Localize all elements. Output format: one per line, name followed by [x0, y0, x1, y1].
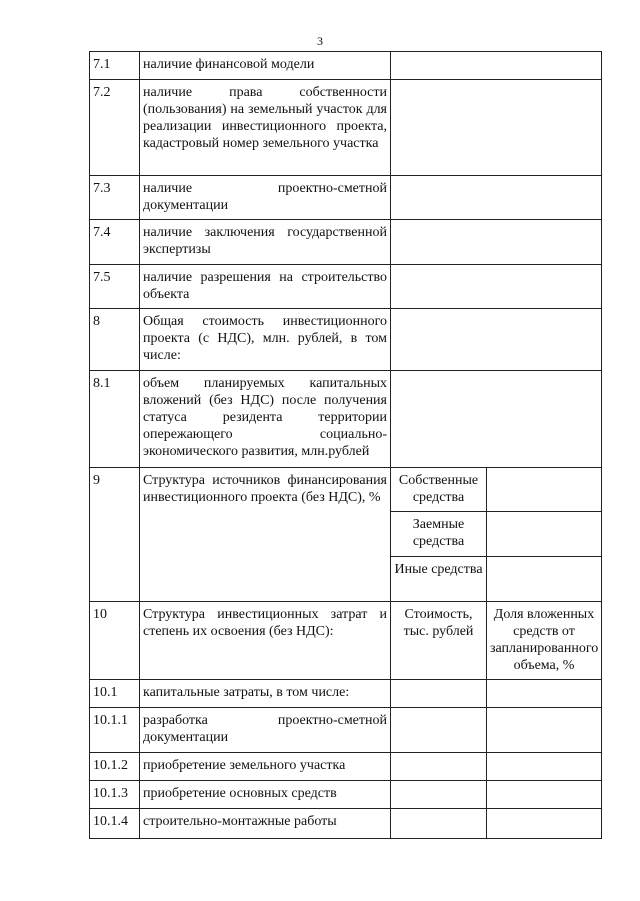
row-number: 7.2 — [90, 80, 140, 176]
row-number: 8 — [90, 309, 140, 371]
value-cell[interactable] — [391, 781, 487, 809]
value-cell[interactable] — [487, 708, 602, 753]
page-number: 3 — [317, 34, 323, 48]
value-cell[interactable] — [391, 708, 487, 753]
row-description: разработка проектно-сметной документации — [140, 708, 391, 753]
row-number: 7.4 — [90, 220, 140, 265]
row-description: приобретение земельного участка — [140, 753, 391, 781]
table-row — [90, 708, 602, 753]
value-cell[interactable] — [487, 468, 602, 512]
row-description: капитальные затраты, в том числе: — [140, 680, 391, 708]
table-row — [90, 52, 602, 80]
value-cell[interactable] — [391, 265, 602, 309]
row-description: наличие финансовой модели — [140, 52, 391, 80]
row-number: 9 — [90, 468, 140, 602]
application-form-table — [89, 51, 602, 839]
table-row — [90, 176, 602, 220]
value-cell[interactable] — [487, 512, 602, 557]
value-cell[interactable] — [391, 753, 487, 781]
value-cell[interactable] — [391, 809, 487, 839]
value-cell[interactable] — [391, 680, 487, 708]
value-cell[interactable] — [391, 80, 602, 176]
table-row — [90, 680, 602, 708]
row-number: 7.3 — [90, 176, 140, 220]
value-cell[interactable] — [487, 781, 602, 809]
funding-source-other: Иные средства — [391, 557, 487, 602]
share-column-header: Доля вложенных средств от запланированного объема, % — [487, 602, 602, 680]
row-number: 8.1 — [90, 371, 140, 468]
row-number: 7.1 — [90, 52, 140, 80]
row-description: наличие заключения государственной экспертизы — [140, 220, 391, 265]
value-cell[interactable] — [391, 176, 602, 220]
row-number: 10.1 — [90, 680, 140, 708]
table-row — [90, 809, 602, 839]
row-number: 10.1.3 — [90, 781, 140, 809]
table-row — [90, 468, 602, 512]
row-description: наличие проектно-сметной документации — [140, 176, 391, 220]
table-row — [90, 80, 602, 176]
funding-source-borrowed: Заемные средства — [391, 512, 487, 557]
value-cell[interactable] — [391, 371, 602, 468]
row-description: приобретение основных средств — [140, 781, 391, 809]
row-number: 7.5 — [90, 265, 140, 309]
row-description: Общая стоимость инвестиционного проекта (с НДС), млн. рублей, в том числе: — [140, 309, 391, 371]
row-description: строительно-монтажные работы — [140, 809, 391, 839]
table-row — [90, 602, 602, 680]
row-number: 10.1.1 — [90, 708, 140, 753]
cost-column-header: Стоимость, тыс. рублей — [391, 602, 487, 680]
value-cell[interactable] — [487, 557, 602, 602]
funding-source-own: Собственные средства — [391, 468, 487, 512]
table-row — [90, 371, 602, 468]
row-description: наличие права собственности (пользования) на земельный участок для реализации инвестиционного проекта, кадастровый номер земельного участка — [140, 80, 391, 176]
row-number: 10 — [90, 602, 140, 680]
row-number: 10.1.4 — [90, 809, 140, 839]
table-row — [90, 309, 602, 371]
value-cell[interactable] — [487, 753, 602, 781]
value-cell[interactable] — [391, 52, 602, 80]
table-row — [90, 753, 602, 781]
row-description: Структура источников финансирования инвестиционного проекта (без НДС), % — [140, 468, 391, 602]
value-cell[interactable] — [391, 309, 602, 371]
table-row — [90, 220, 602, 265]
value-cell[interactable] — [391, 220, 602, 265]
row-number: 10.1.2 — [90, 753, 140, 781]
row-description: наличие разрешения на строительство объекта — [140, 265, 391, 309]
value-cell[interactable] — [487, 680, 602, 708]
row-description: Структура инвестиционных затрат и степень их освоения (без НДС): — [140, 602, 391, 680]
table-row — [90, 265, 602, 309]
table-row — [90, 781, 602, 809]
row-description: объем планируемых капитальных вложений (без НДС) после получения статуса резидента территории опережающего социально-экономического развития, млн.рублей — [140, 371, 391, 468]
value-cell[interactable] — [487, 809, 602, 839]
